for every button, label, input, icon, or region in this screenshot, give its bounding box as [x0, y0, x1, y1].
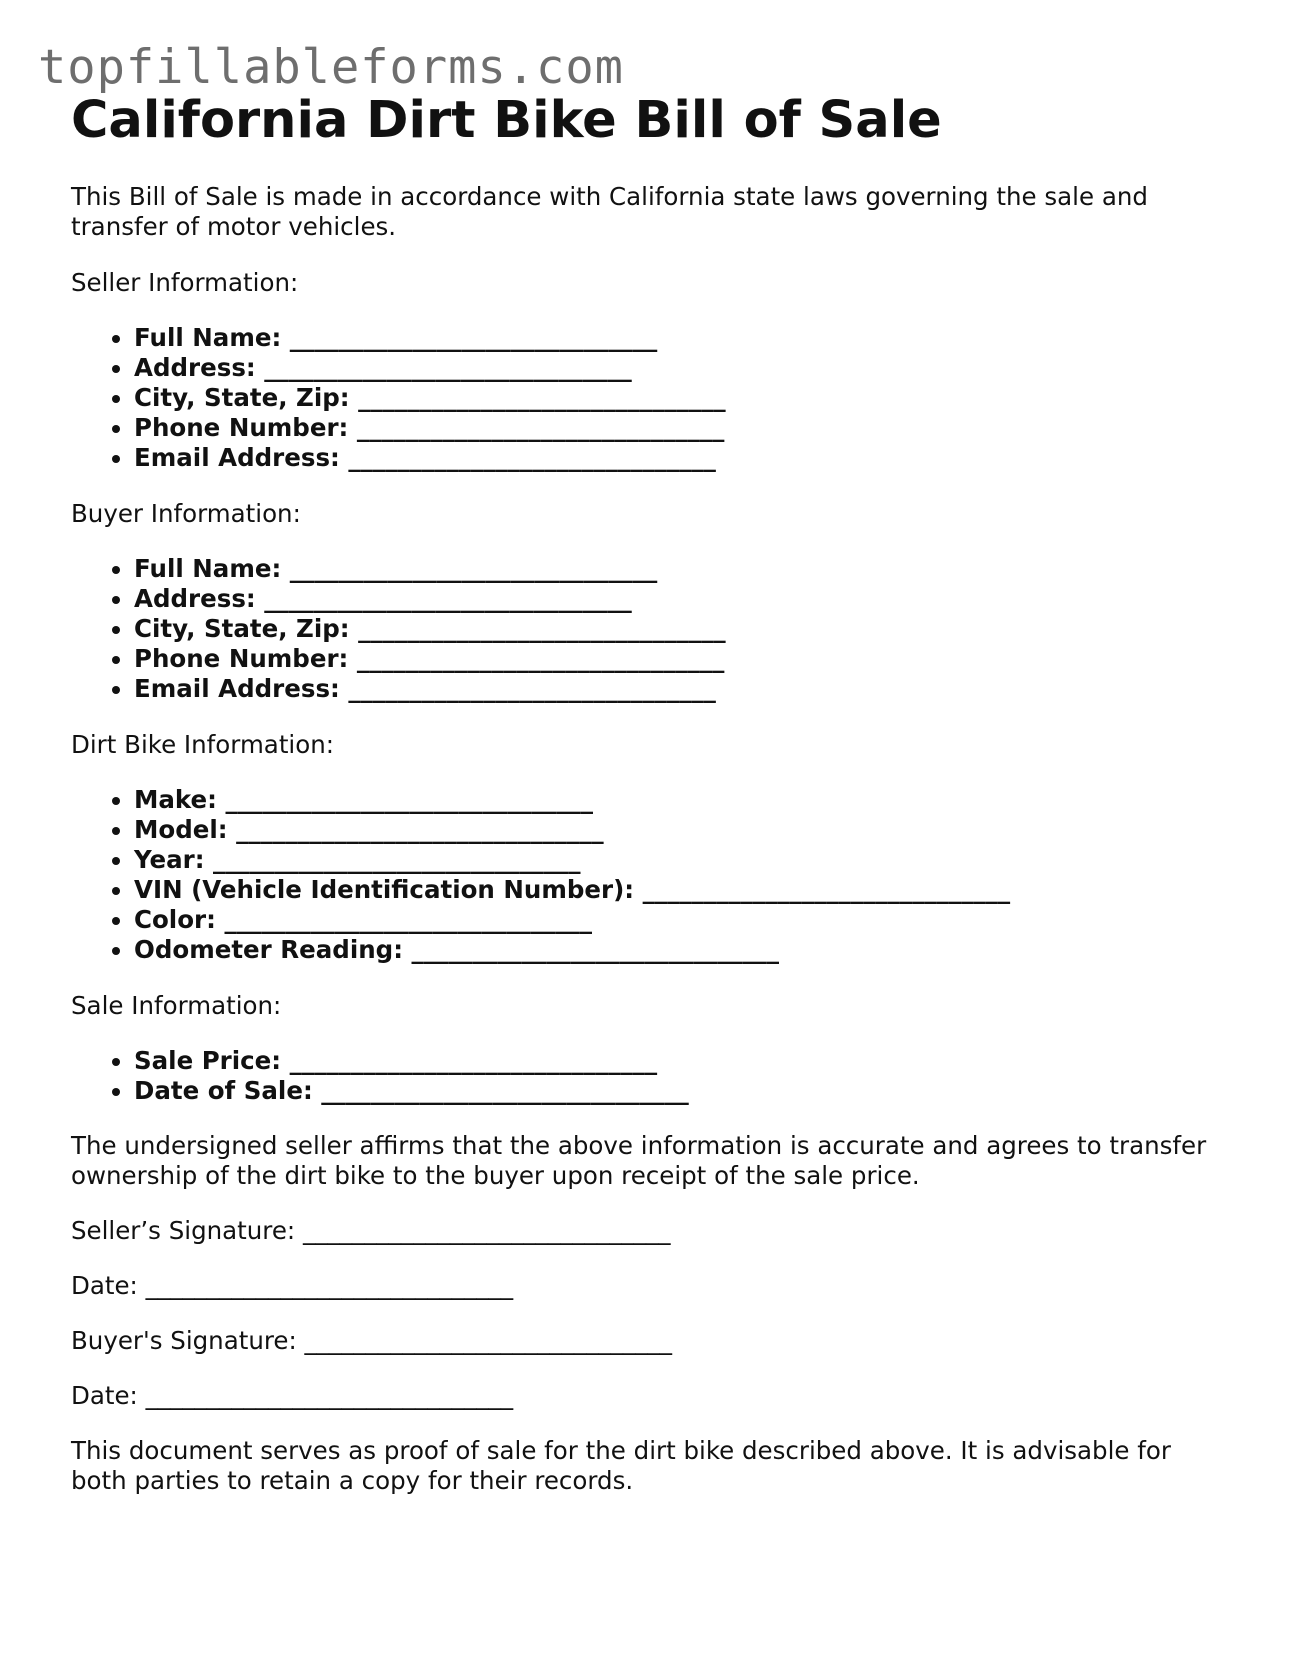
page-title: California Dirt Bike Bill of Sale [71, 91, 942, 150]
seller-full-name-field[interactable]: • Full Name: ______________________________ [134, 323, 1221, 353]
affirmation-paragraph: The undersigned seller affirms that the above information is accurate and agrees to transfer ownership of the dirt bike to the buyer upon receipt of the sale price. [71, 1131, 1207, 1190]
closing-paragraph: This document serves as proof of sale for the dirt bike described above. It is advisable for both parties to retain a copy for their records. [71, 1436, 1171, 1495]
buyer-section-heading: Buyer Information: [71, 499, 301, 528]
bike-section-heading: Dirt Bike Information: [71, 730, 335, 759]
seller-signature-field[interactable]: Seller’s Signature: ______________________________ [71, 1216, 671, 1245]
watermark: topfillableforms.com [38, 40, 624, 95]
bike-color-field[interactable]: • Color: ______________________________ [134, 905, 1221, 935]
bike-model-field[interactable]: • Model: ______________________________ [134, 815, 1221, 845]
seller-city-state-zip-field[interactable]: • City, State, Zip: ______________________________ [134, 383, 1221, 413]
buyer-signature-field[interactable]: Buyer's Signature: ______________________________ [71, 1326, 673, 1355]
buyer-city-state-zip-field[interactable]: • City, State, Zip: ______________________________ [134, 614, 1221, 644]
seller-email-field[interactable]: • Email Address: ______________________________ [134, 443, 1221, 473]
seller-fields-list [71, 323, 1221, 473]
seller-phone-field[interactable]: • Phone Number: ______________________________ [134, 413, 1221, 443]
sale-price-field[interactable]: • Sale Price: ______________________________ [134, 1046, 1221, 1076]
bike-make-field[interactable]: • Make: ______________________________ [134, 785, 1221, 815]
bike-year-field[interactable]: • Year: ______________________________ [134, 845, 1221, 875]
bike-fields-list [71, 785, 1221, 965]
buyer-full-name-field[interactable]: • Full Name: ______________________________ [134, 554, 1221, 584]
intro-paragraph: This Bill of Sale is made in accordance with California state laws governing the sale and transfer of motor vehicles. [71, 182, 1148, 241]
buyer-fields-list [71, 554, 1221, 704]
buyer-date-field[interactable]: Date: ______________________________ [71, 1381, 514, 1410]
bike-odometer-field[interactable]: • Odometer Reading: ______________________________ [134, 935, 1221, 965]
seller-date-field[interactable]: Date: ______________________________ [71, 1271, 514, 1300]
document [71, 88, 1221, 1496]
seller-address-field[interactable]: • Address: ______________________________ [134, 353, 1221, 383]
seller-section-heading: Seller Information: [71, 268, 299, 297]
buyer-address-field[interactable]: • Address: ______________________________ [134, 584, 1221, 614]
bike-vin-field[interactable]: • VIN (Vehicle Identification Number): ______________________________ [134, 875, 1221, 905]
sale-fields-list [71, 1046, 1221, 1106]
buyer-phone-field[interactable]: • Phone Number: ______________________________ [134, 644, 1221, 674]
sale-date-field[interactable]: • Date of Sale: ______________________________ [134, 1076, 1221, 1106]
buyer-email-field[interactable]: • Email Address: ______________________________ [134, 674, 1221, 704]
sale-section-heading: Sale Information: [71, 991, 282, 1020]
